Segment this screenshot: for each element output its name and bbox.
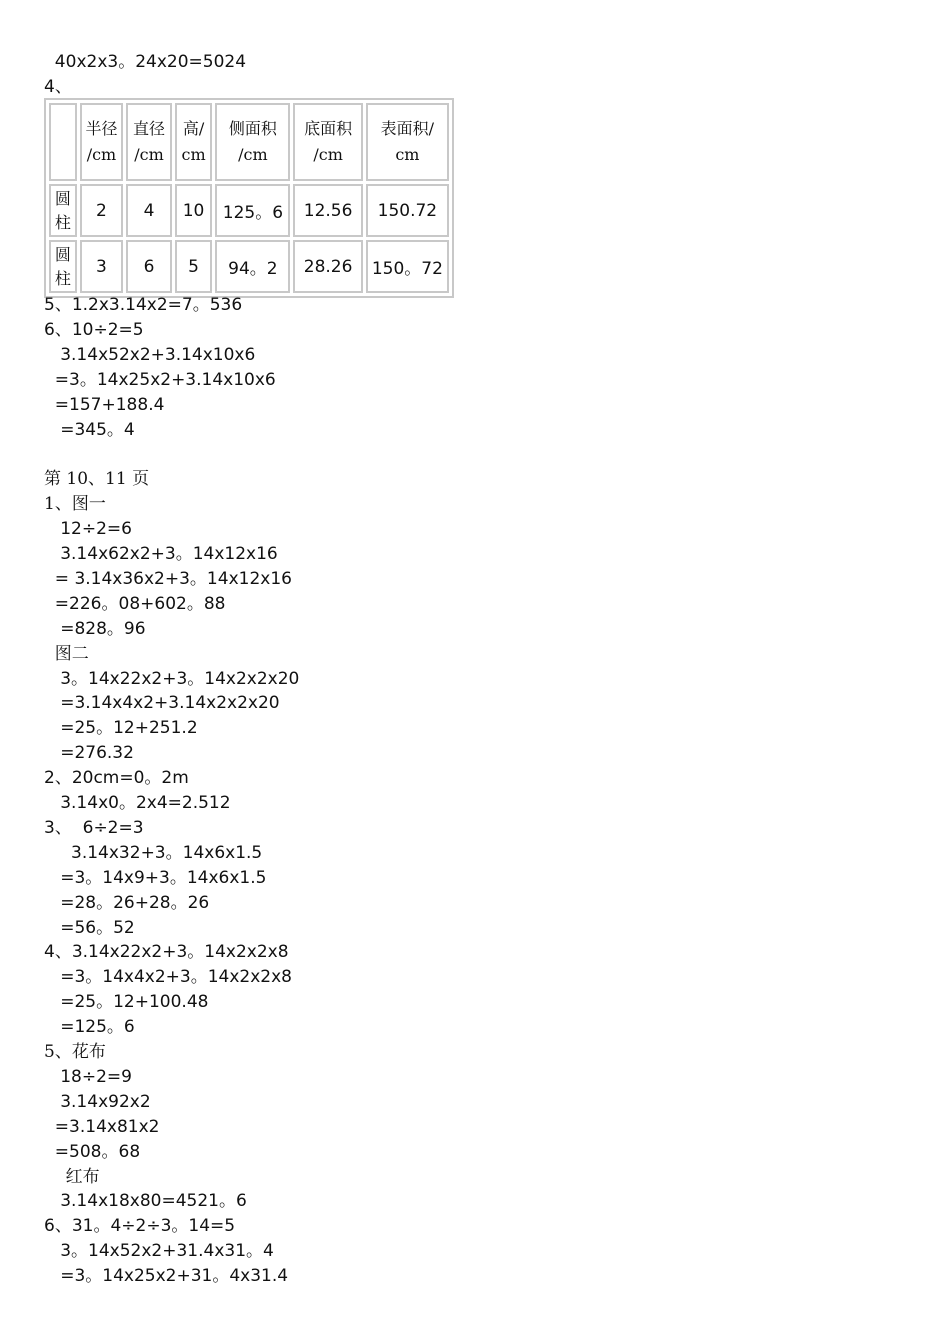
row-label: 圆 柱 [49, 184, 77, 237]
table-header-cell: 直径 /cm [126, 103, 172, 181]
text-line: =3.14x81x2 [44, 1117, 160, 1137]
table-cell: 94。2 [215, 240, 290, 293]
table-cell: 4 [126, 184, 172, 237]
text-line: 3。14x52x2+31.4x31。4 [44, 1241, 274, 1261]
text-line: 3.14x62x2+3。14x12x16 [44, 544, 278, 564]
text-line: =157+188.4 [44, 395, 165, 415]
table-cell: 12.56 [293, 184, 362, 237]
text-line: 3.14x0。2x4=2.512 [44, 793, 231, 813]
text-line: 第 10、11 页 [44, 469, 150, 489]
row-label: 圆 柱 [49, 240, 77, 293]
text-line: 5、1.2x3.14x2=7。536 [44, 295, 243, 315]
text-line: 3.14x18x80=4521。6 [44, 1191, 247, 1211]
table-cell: 125。6 [215, 184, 290, 237]
table-header-cell: 高/ cm [175, 103, 213, 181]
text-line: 3.14x32+3。14x6x1.5 [44, 843, 263, 863]
text-line: =3。14x9+3。14x6x1.5 [44, 868, 267, 888]
table-header-cell: 底面积 /cm [293, 103, 362, 181]
text-line: =226。08+602。88 [44, 594, 226, 614]
table-header-cell: 表面积/ cm [366, 103, 449, 181]
text-line: =3。14x25x2+3.14x10x6 [44, 370, 276, 390]
table-cell: 3 [80, 240, 124, 293]
table-row [49, 184, 449, 237]
text-line: 图二 [44, 644, 89, 664]
text-line: 2、20cm=0。2m [44, 768, 189, 788]
table-cell: 28.26 [293, 240, 362, 293]
text-line: =508。68 [44, 1142, 141, 1162]
text-line: =345。4 [44, 420, 135, 440]
text-line: =3.14x4x2+3.14x2x2x20 [44, 693, 280, 713]
text-line: 红布 [44, 1167, 100, 1187]
text-line: 3、 6÷2=3 [44, 818, 144, 838]
text-line: =56。52 [44, 918, 135, 938]
text-line: =28。26+28。26 [44, 893, 210, 913]
table-cell: 150.72 [366, 184, 449, 237]
text-line: 3.14x92x2 [44, 1092, 151, 1112]
text-line: =125。6 [44, 1017, 135, 1037]
text-line: 6、31。4÷2÷3。14=5 [44, 1216, 236, 1236]
table-cell: 10 [175, 184, 213, 237]
text-line: 3.14x52x2+3.14x10x6 [44, 345, 256, 365]
text-line: 6、10÷2=5 [44, 320, 144, 340]
table-cell: 6 [126, 240, 172, 293]
text-line: 12÷2=6 [44, 519, 132, 539]
text-line: 18÷2=9 [44, 1067, 132, 1087]
table-header-cell: 侧面积 /cm [215, 103, 290, 181]
cylinder-table [44, 98, 454, 298]
table-cell: 2 [80, 184, 124, 237]
text-line: =828。96 [44, 619, 146, 639]
text-line: 3。14x22x2+3。14x2x2x20 [44, 669, 300, 689]
table-header-cell [49, 103, 77, 181]
text-line: 40x2x3。24x20=5024 [44, 52, 247, 72]
table-header-row [49, 103, 449, 181]
table-header-cell: 半径 /cm [80, 103, 124, 181]
question-number: 4、 [44, 77, 72, 97]
text-line: 5、花布 [44, 1042, 106, 1062]
text-line: =276.32 [44, 743, 134, 763]
table-cell: 5 [175, 240, 213, 293]
text-line: =3。14x25x2+31。4x31.4 [44, 1266, 289, 1286]
text-line: 4、3.14x22x2+3。14x2x2x8 [44, 942, 289, 962]
table-cell: 150。72 [366, 240, 449, 293]
text-line: =25。12+251.2 [44, 718, 198, 738]
text-line: = 3.14x36x2+3。14x12x16 [44, 569, 292, 589]
text-line: 1、图一 [44, 494, 106, 514]
text-line: =25。12+100.48 [44, 992, 209, 1012]
text-line: =3。14x4x2+3。14x2x2x8 [44, 967, 292, 987]
table-row [49, 240, 449, 293]
